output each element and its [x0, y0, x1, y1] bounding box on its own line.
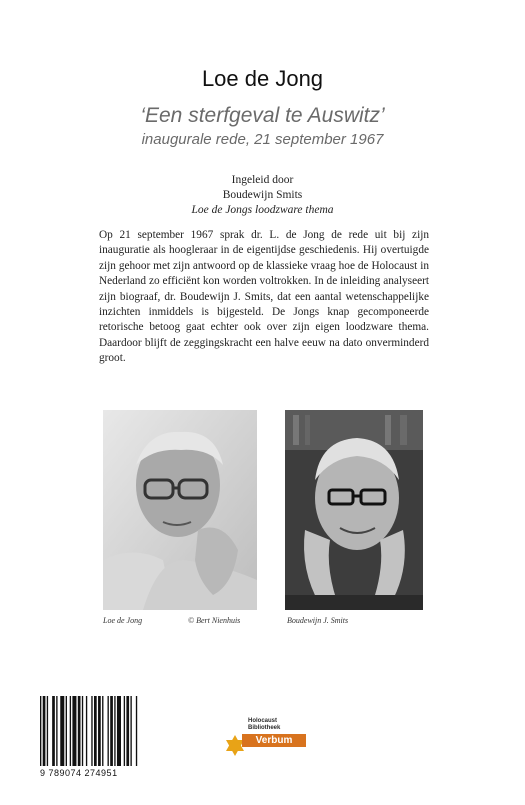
barcode-bar	[110, 696, 113, 766]
book-subtitle: inaugurale rede, 21 september 1967	[141, 131, 384, 148]
barcode-bar	[130, 696, 131, 766]
publisher-logo-subtitle: Holocaust Bibliotheek	[248, 718, 281, 731]
book-title: ‘Een sterfgeval te Auswitz’	[140, 104, 385, 127]
barcode-bar	[126, 696, 129, 766]
isbn-number: 9 789074 274951	[40, 768, 118, 778]
barcode-bar	[52, 696, 55, 766]
barcode-bar	[47, 696, 48, 766]
barcode-bar	[86, 696, 87, 766]
barcode-bar	[91, 696, 92, 766]
portrait-photo-right	[285, 410, 423, 610]
barcode-bar	[117, 696, 121, 766]
barcode-bar	[108, 696, 109, 766]
barcode-bar	[78, 696, 81, 766]
barcode-bar	[56, 696, 57, 766]
barcode-bar	[114, 696, 115, 766]
barcode-bar	[40, 696, 41, 766]
barcode-bar	[43, 696, 46, 766]
portrait-photo-left	[103, 410, 257, 610]
publisher-logo-brand: Verbum	[242, 734, 306, 747]
photo-caption-right: Boudewijn J. Smits	[287, 616, 349, 625]
barcode-bar	[102, 696, 103, 766]
author-name: Loe de Jong	[201, 66, 324, 91]
barcode-bar	[94, 696, 97, 766]
barcode-bar	[70, 696, 71, 766]
barcode-bar	[136, 696, 137, 766]
photo-caption-left: Loe de Jong	[103, 616, 143, 625]
barcode-bar	[124, 696, 125, 766]
barcode-bar	[60, 696, 64, 766]
isbn-barcode	[38, 696, 178, 766]
intro-line: Loe de Jongs loodzware thema	[191, 204, 334, 216]
barcode-bar	[66, 696, 67, 766]
intro-line: Boudewijn Smits	[222, 189, 303, 201]
blurb-text: Op 21 september 1967 sprak dr. L. de Jong de rede uit bij zijn inauguratie als hoogleraar in de eigentijdse geschiedenis. Hij overtuigde zijn gehoor met zijn antwoord op de klassieke vraag hoe de Holocaust in Nederland zo efficiënt kon worden voltrokken. In de inleiding analyseert zijn biograaf, dr. Boudewijn J. Smits, dat een aantal wetenschappelijke inzichten inmiddels is bijgesteld. De Jongs knap gecomponeerde retorische betoog gaat echter ook over zijn eigen loodzware thema. Daardoor blijft de zeggingskracht een halve eeuw na dato onverminderd groot.	[99, 229, 429, 365]
barcode-bar	[98, 696, 101, 766]
barcode-bar	[72, 696, 76, 766]
photo-credit: © Bert Nienhuis	[188, 616, 241, 625]
intro-line: Ingeleid door	[231, 174, 294, 186]
barcode-bar	[82, 696, 83, 766]
